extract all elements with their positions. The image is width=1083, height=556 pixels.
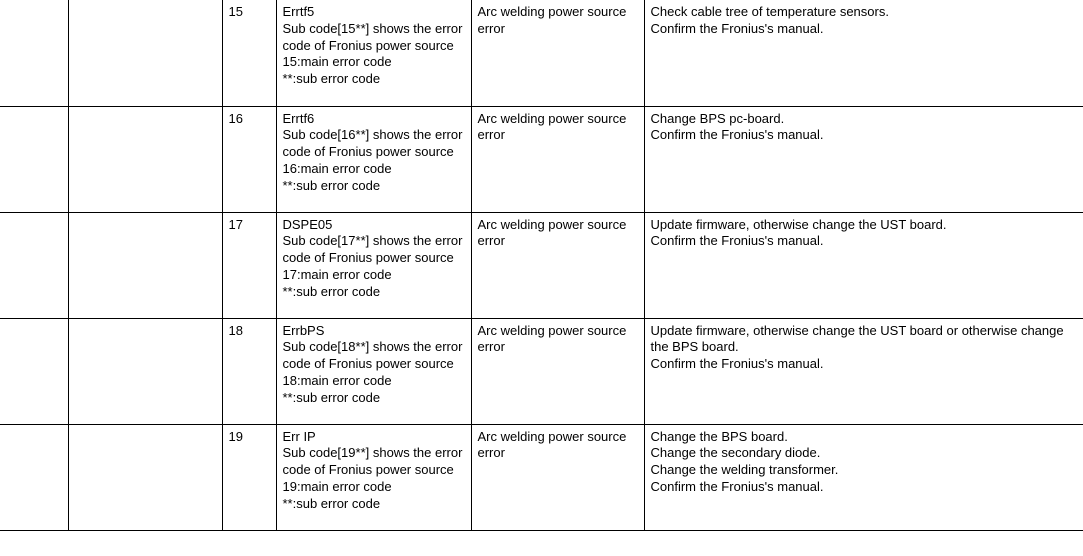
table-row bbox=[0, 424, 1083, 530]
blank-cell-b bbox=[68, 318, 222, 424]
blank-cell-b bbox=[68, 212, 222, 318]
error-code-name: Errtf6 bbox=[282, 110, 315, 126]
error-remedy-cell bbox=[644, 318, 1083, 424]
error-message-line: 19:main error code bbox=[282, 478, 392, 494]
remedy-line: Confirm the Fronius's manual. bbox=[650, 20, 824, 36]
remedy-line: Update firmware, otherwise change the UST board or otherwise change the BPS board. bbox=[650, 322, 1064, 355]
error-message-line: **:sub error code bbox=[282, 495, 381, 511]
error-message-line: 15:main error code bbox=[282, 54, 392, 70]
blank-cell-b bbox=[68, 106, 222, 212]
error-code-name: Err IP bbox=[282, 428, 316, 444]
error-number-cell bbox=[222, 212, 276, 318]
error-message-line: **:sub error code bbox=[282, 71, 381, 87]
error-message-cell bbox=[276, 212, 471, 318]
remedy-line: Change the secondary diode. bbox=[650, 445, 821, 461]
error-remedy-cell bbox=[644, 106, 1083, 212]
error-remedy-cell bbox=[644, 424, 1083, 530]
blank-cell-b bbox=[68, 0, 222, 106]
error-cause-cell bbox=[471, 106, 644, 212]
error-message-line: Sub code[17**] shows the error code of Fronius power source bbox=[282, 233, 463, 266]
error-message-line: 16:main error code bbox=[282, 160, 392, 176]
error-cause-cell bbox=[471, 318, 644, 424]
error-number-cell bbox=[222, 106, 276, 212]
blank-cell-a bbox=[0, 424, 68, 530]
remedy-line: Check cable tree of temperature sensors. bbox=[650, 4, 889, 19]
error-message-line: Sub code[19**] shows the error code of Fronius power source bbox=[282, 445, 463, 478]
error-code-name: DSPE05 bbox=[282, 216, 333, 232]
remedy-line: Confirm the Fronius's manual. bbox=[650, 127, 824, 143]
blank-cell-a bbox=[0, 106, 68, 212]
error-message-line: Sub code[15**] shows the error code of Fronius power source bbox=[282, 20, 463, 53]
table-row bbox=[0, 318, 1083, 424]
error-number-cell bbox=[222, 318, 276, 424]
remedy-line: Confirm the Fronius's manual. bbox=[650, 233, 824, 249]
error-message-cell bbox=[276, 424, 471, 530]
error-remedy-cell bbox=[644, 0, 1083, 106]
error-number-cell bbox=[222, 424, 276, 530]
error-message-cell bbox=[276, 106, 471, 212]
blank-cell-b bbox=[68, 424, 222, 530]
error-message-line: Sub code[16**] shows the error code of Fronius power source bbox=[282, 127, 463, 160]
remedy-line: Confirm the Fronius's manual. bbox=[650, 478, 824, 494]
error-message-line: **:sub error code bbox=[282, 177, 381, 193]
error-number: 17 bbox=[228, 216, 243, 232]
remedy-line: Confirm the Fronius's manual. bbox=[650, 356, 824, 372]
error-number: 15 bbox=[228, 4, 243, 19]
remedy-line: Change the BPS board. bbox=[650, 428, 788, 444]
error-code-name: ErrbPS bbox=[282, 322, 325, 338]
error-remedy-cell bbox=[644, 212, 1083, 318]
error-number: 19 bbox=[228, 428, 243, 444]
error-cause-cell bbox=[471, 212, 644, 318]
error-cause-cell bbox=[471, 424, 644, 530]
error-number: 16 bbox=[228, 110, 243, 126]
error-message-cell bbox=[276, 0, 471, 106]
table-row bbox=[0, 212, 1083, 318]
blank-cell-a bbox=[0, 318, 68, 424]
error-number-cell bbox=[222, 0, 276, 106]
remedy-line: Change BPS pc-board. bbox=[650, 110, 785, 126]
error-message-line: 17:main error code bbox=[282, 266, 392, 282]
remedy-line: Change the welding transformer. bbox=[650, 462, 839, 478]
blank-cell-a bbox=[0, 0, 68, 106]
error-number: 18 bbox=[228, 322, 243, 338]
table-row bbox=[0, 106, 1083, 212]
error-cause: Arc welding power source error bbox=[477, 428, 627, 461]
error-message-cell bbox=[276, 318, 471, 424]
remedy-line: Update firmware, otherwise change the UST board. bbox=[650, 216, 947, 232]
blank-cell-a bbox=[0, 212, 68, 318]
table-row bbox=[0, 0, 1083, 106]
error-code-name: Errtf5 bbox=[282, 4, 315, 19]
error-message-line: Sub code[18**] shows the error code of Fronius power source bbox=[282, 339, 463, 372]
error-cause: Arc welding power source error bbox=[477, 110, 627, 143]
error-cause: Arc welding power source error bbox=[477, 4, 627, 36]
error-cause: Arc welding power source error bbox=[477, 216, 627, 249]
error-cause-cell bbox=[471, 0, 644, 106]
error-message-line: 18:main error code bbox=[282, 372, 392, 388]
error-message-line: **:sub error code bbox=[282, 389, 381, 405]
error-message-line: **:sub error code bbox=[282, 283, 381, 299]
error-cause: Arc welding power source error bbox=[477, 322, 627, 355]
